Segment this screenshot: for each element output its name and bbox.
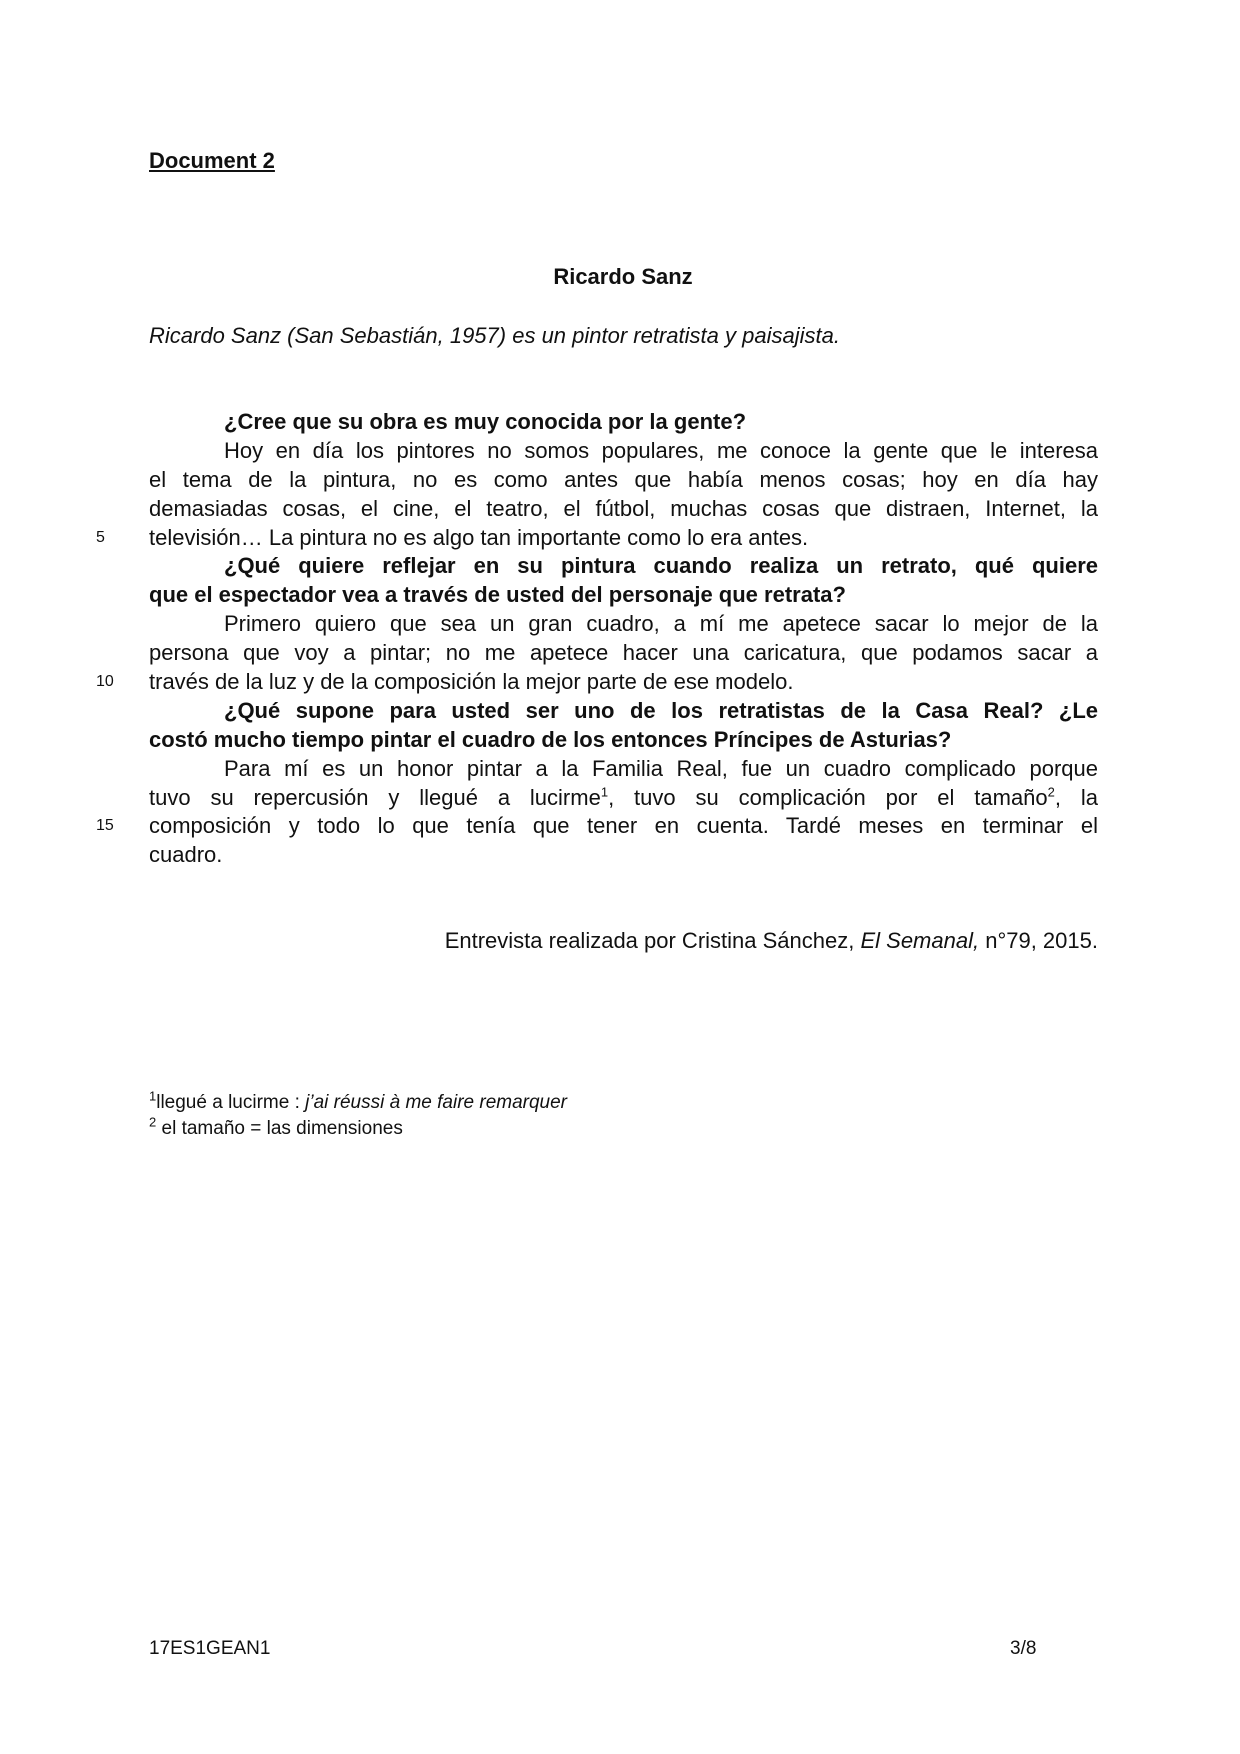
interview-answer-line: composición y todo lo que tenía que tener en cuenta. Tardé meses en terminar el 15 (149, 812, 1098, 841)
source-publication: El Semanal, (860, 928, 980, 953)
document-label: Document 2 (149, 148, 275, 173)
interview-question-line: ¿Qué supone para usted ser uno de los retratistas de la Casa Real? ¿Le (224, 697, 1098, 723)
interview-question-line: ¿Cree que su obra es muy conocida por la gente? (224, 409, 747, 434)
interview-question-line: ¿Qué quiere reflejar en su pintura cuando realiza un retrato, qué quiere (224, 553, 1098, 579)
interview-body (96, 408, 1098, 870)
footnotes (149, 1090, 567, 1142)
footnote-2 (149, 1116, 567, 1142)
interview-answer-line: televisión… La pintura no es algo tan importante como lo era antes. 5 (149, 524, 1098, 553)
interview-answer-line: Para mí es un honor pintar a la Familia Real, fue un cuadro complicado porque (224, 755, 1098, 781)
footnote-term: llegué a lucirme : (156, 1092, 306, 1113)
interview-answer-line: el tema de la pintura, no es como antes que había menos cosas; hoy en día hay (149, 466, 1098, 492)
footnote-ref: 2 (1047, 784, 1055, 800)
footnote-1 (149, 1090, 567, 1116)
intro-line: Ricardo Sanz (San Sebastián, 1957) es un pintor retratista y paisajista. (149, 323, 840, 348)
interview-answer-line: tuvo su repercusión y llegué a lucirme$^1$, tuvo su complicación por el tamaño$^2$, la (149, 784, 1098, 810)
interview-answer-line: cuadro. (149, 842, 223, 868)
interview-question-line: que el espectador vea a través de usted del personaje que retrata? (149, 582, 846, 608)
footnote-term: el tamaño = las dimensiones (161, 1118, 403, 1139)
line-number: 15 (96, 817, 114, 835)
line-number: 5 (96, 528, 105, 546)
footer-code: 17ES1GEAN1 (149, 1638, 271, 1659)
line-number: 10 (96, 673, 114, 691)
source-prefix: Entrevista realizada por Cristina Sánchez, (444, 928, 861, 953)
page-number: 3/8 (1010, 1638, 1037, 1659)
interview-answer-line: demasiadas cosas, el cine, el teatro, el fútbol, muchas cosas que distraen, Internet, la (149, 495, 1098, 521)
interview-answer-line: persona que voy a pintar; no me apetece hacer una caricatura, que podamos sacar a (149, 640, 1098, 666)
source-suffix: n°79, 2015. (979, 928, 1098, 953)
article-title: Ricardo Sanz (553, 264, 693, 289)
interview-answer-line: Hoy en día los pintores no somos populares, me conoce la gente que le interesa (224, 437, 1098, 463)
interview-answer-line: través de la luz y de la composición la mejor parte de ese modelo. 10 (149, 668, 1098, 697)
footnote-gloss: j’ai réussi à me faire remarquer (305, 1092, 568, 1113)
footnote-number: 1 (149, 1088, 157, 1104)
interview-answer-line: Primero quiero que sea un gran cuadro, a mí me apetece sacar lo mejor de la (224, 611, 1098, 637)
footnote-number: 2 (149, 1114, 157, 1130)
interview-question-line: costó mucho tiempo pintar el cuadro de los entonces Príncipes de Asturias? (149, 726, 952, 752)
footnote-ref: 1 (600, 784, 609, 800)
source-citation (445, 928, 1098, 954)
